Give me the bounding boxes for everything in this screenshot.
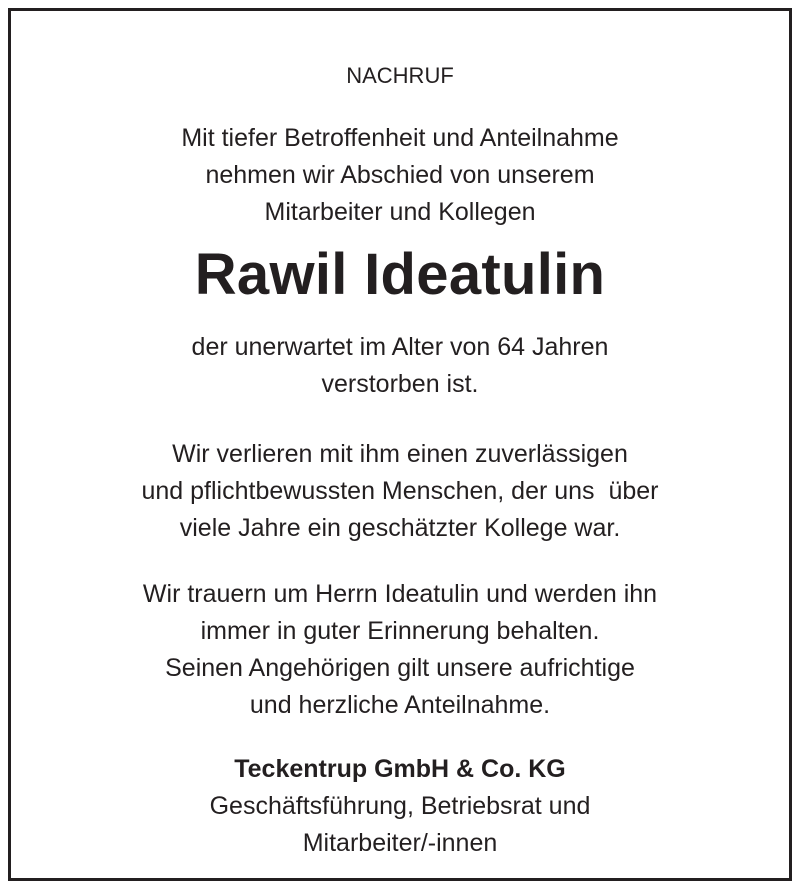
mourning-line: Seinen Angehörigen gilt unsere aufrichtige bbox=[165, 654, 635, 682]
signer-line: Mitarbeiter/-innen bbox=[302, 829, 498, 857]
notice-heading: NACHRUF bbox=[346, 63, 454, 88]
intro-line: Mit tiefer Betroffenheit und Anteilnahme bbox=[181, 124, 619, 152]
mourning-line: und herzliche Anteilnahme. bbox=[249, 691, 551, 719]
intro-paragraph bbox=[11, 120, 789, 231]
age-line: verstorben ist. bbox=[321, 370, 479, 398]
signers-paragraph bbox=[11, 788, 789, 862]
tribute-line: und pflichtbewussten Menschen, der uns über bbox=[141, 477, 659, 505]
age-line: der unerwartet im Alter von 64 Jahren bbox=[191, 333, 609, 361]
obituary-notice bbox=[11, 11, 789, 862]
mourning-line: immer in guter Erinnerung behalten. bbox=[200, 617, 600, 645]
age-paragraph bbox=[11, 329, 789, 403]
mourning-line: Wir trauern um Herrn Ideatulin und werden ihn bbox=[142, 580, 658, 608]
company-name: Teckentrup GmbH & Co. KG bbox=[234, 755, 566, 783]
intro-line: nehmen wir Abschied von unserem bbox=[205, 161, 595, 189]
mourning-paragraph bbox=[11, 576, 789, 724]
intro-line: Mitarbeiter und Kollegen bbox=[264, 198, 536, 226]
deceased-name: Rawil Ideatulin bbox=[194, 242, 606, 307]
tribute-paragraph bbox=[11, 436, 789, 547]
tribute-line: viele Jahre ein geschätzter Kollege war. bbox=[179, 514, 621, 542]
signer-line: Geschäftsführung, Betriebsrat und bbox=[209, 792, 591, 820]
tribute-line: Wir verlieren mit ihm einen zuverlässigen bbox=[172, 440, 628, 468]
